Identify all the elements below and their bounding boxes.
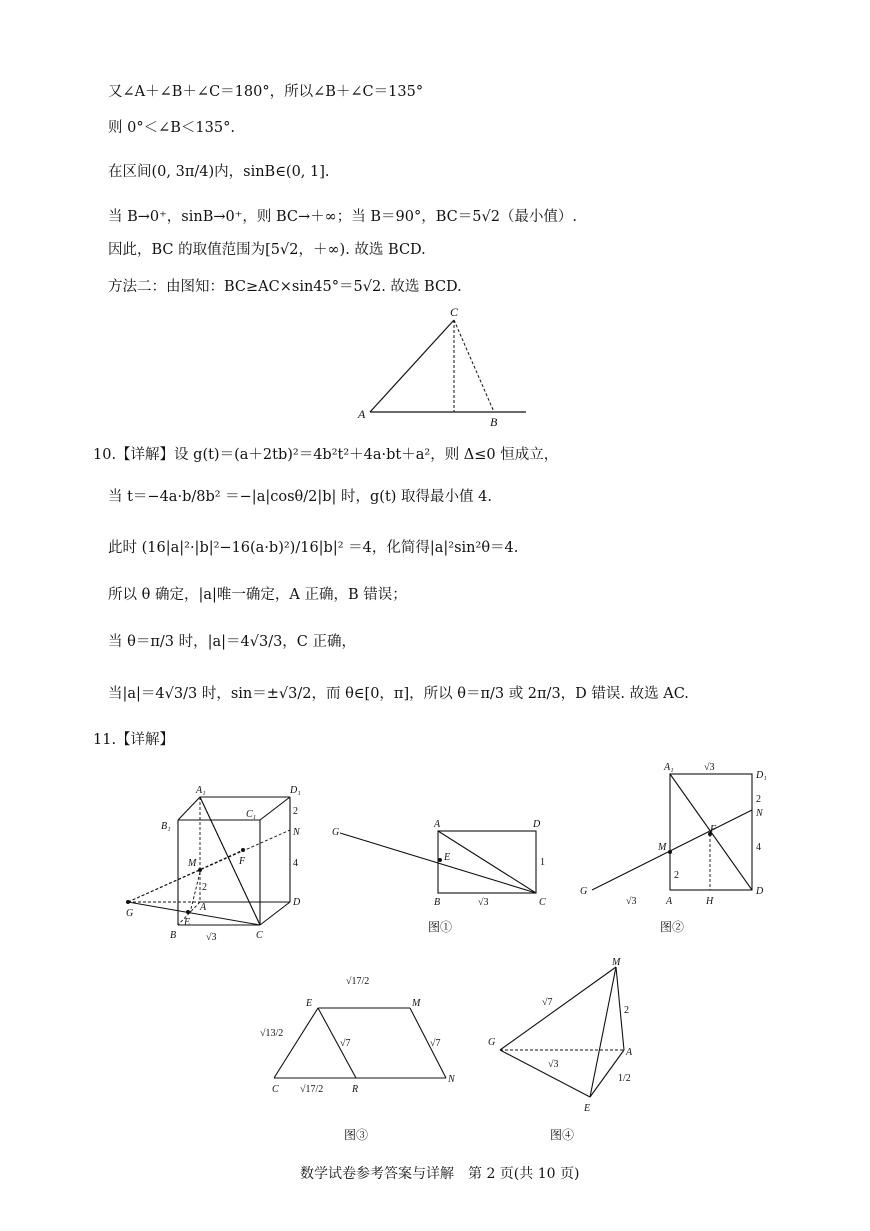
label-f: F bbox=[239, 856, 246, 867]
label-r: R bbox=[352, 1084, 359, 1095]
label-b: B bbox=[490, 415, 498, 429]
label-sqrt7-inner: √7 bbox=[340, 1038, 351, 1049]
label-sqrt3: √3 bbox=[206, 932, 217, 943]
label-a: A bbox=[626, 1047, 633, 1058]
solution-line: 此时 (16|a|²·|b|²−16(a·b)²)/16|b|² ＝4，化简得|a|²sin²θ＝4. bbox=[108, 540, 519, 556]
label-e: E bbox=[584, 1103, 591, 1114]
label-n: N bbox=[756, 808, 763, 819]
label-sqrt17-top: √17/2 bbox=[346, 976, 370, 987]
label-g: G bbox=[332, 827, 340, 838]
figure-2-caption: 图② bbox=[660, 920, 685, 934]
label-sqrt3: √3 bbox=[626, 896, 637, 907]
label-n: N bbox=[448, 1074, 455, 1085]
figure-1-caption: 图① bbox=[428, 920, 453, 934]
label-a1: A₁ bbox=[664, 762, 674, 773]
label-4: 4 bbox=[293, 858, 298, 869]
triangle-figure bbox=[350, 302, 540, 432]
label-e: E bbox=[444, 852, 451, 863]
label-f: F bbox=[710, 824, 717, 835]
figure-4 bbox=[480, 955, 650, 1115]
solution-line: 10.【详解】设 g(t)＝(a＋2tb)²＝4b²t²＋4a·bt＋a²，则 Δ≤0 恒成立， bbox=[93, 447, 559, 463]
solution-line: 所以 θ 确定，|a|唯一确定，A 正确，B 错误； bbox=[108, 587, 407, 603]
label-c: C bbox=[539, 897, 546, 908]
label-m: M bbox=[658, 842, 667, 853]
label-a: A bbox=[434, 819, 441, 830]
solution-line: 方法二：由图知：BC≥AC×sin45°＝5√2. 故选 BCD. bbox=[108, 279, 462, 295]
label-sqrt17-bottom: √17/2 bbox=[300, 1084, 324, 1095]
label-2: 2 bbox=[624, 1005, 629, 1016]
solution-line: 当|a|＝4√3/3 时，sin＝±√3/2，而 θ∈[0，π]，所以 θ＝π/3 或 2π/3，D 错误. 故选 AC. bbox=[108, 686, 689, 702]
solution-line: 在区间(0, 3π/4)内，sinB∈(0, 1]. bbox=[108, 164, 330, 180]
label-e: E bbox=[306, 998, 313, 1009]
solution-line: 11.【详解】 bbox=[93, 732, 175, 748]
label-c1: C₁ bbox=[246, 809, 257, 820]
label-n: N bbox=[293, 827, 300, 838]
label-sqrt7: √7 bbox=[542, 997, 553, 1008]
label-2: 2 bbox=[756, 794, 761, 805]
label-m: M bbox=[188, 858, 197, 869]
figure-1 bbox=[328, 815, 558, 915]
label-sqrt13: √13/2 bbox=[260, 1028, 284, 1039]
label-2-mid: 2 bbox=[202, 882, 207, 893]
label-a: A bbox=[358, 407, 366, 421]
solution-line: 因此，BC 的取值范围为[5√2，＋∞). 故选 BCD. bbox=[108, 242, 426, 258]
label-2-low: 2 bbox=[674, 870, 679, 881]
figure-3-caption: 图③ bbox=[344, 1128, 369, 1142]
label-b: B bbox=[434, 897, 441, 908]
label-d: D bbox=[293, 897, 301, 908]
label-1: 1 bbox=[540, 857, 545, 868]
label-a: A bbox=[200, 902, 207, 913]
label-2-top: 2 bbox=[293, 806, 298, 817]
solution-line: 又∠A＋∠B＋∠C＝180°，所以∠B＋∠C＝135° bbox=[108, 84, 424, 100]
label-a: A bbox=[666, 896, 673, 907]
label-4: 4 bbox=[756, 842, 761, 853]
label-sqrt7-right: √7 bbox=[430, 1038, 441, 1049]
solution-line: 当 θ＝π/3 时，|a|＝4√3/3，C 正确， bbox=[108, 634, 357, 650]
label-b1: B₁ bbox=[161, 821, 171, 832]
label-d: D bbox=[756, 886, 764, 897]
label-d: D bbox=[533, 819, 541, 830]
label-e: E bbox=[184, 917, 191, 928]
figure-3 bbox=[250, 970, 465, 1110]
solution-line: 当 t＝−4a·b/8b² ＝−|a|cosθ/2|b| 时，g(t) 取得最小值 4. bbox=[108, 489, 492, 505]
figure-4-caption: 图④ bbox=[550, 1128, 575, 1142]
label-half: 1/2 bbox=[618, 1073, 631, 1084]
label-g: G bbox=[580, 886, 588, 897]
label-c: C bbox=[450, 305, 459, 319]
label-sqrt3: √3 bbox=[478, 897, 489, 908]
label-sqrt3: √3 bbox=[548, 1059, 559, 1070]
label-h: H bbox=[706, 896, 714, 907]
solution-line: 当 B→0⁺，sinB→0⁺，则 BC→＋∞；当 B＝90°，BC＝5√2（最小值）. bbox=[108, 209, 578, 225]
label-m: M bbox=[412, 998, 421, 1009]
label-m: M bbox=[612, 957, 621, 968]
label-sqrt3-top: √3 bbox=[704, 762, 715, 773]
label-a1: A₁ bbox=[196, 785, 206, 796]
solution-line: 则 0°＜∠B＜135°. bbox=[108, 120, 235, 136]
prism-figure bbox=[118, 780, 318, 945]
page-footer: 数学试卷参考答案与详解 第 2 页(共 10 页) bbox=[300, 1166, 580, 1182]
label-b: B bbox=[170, 930, 177, 941]
figure-2 bbox=[578, 758, 778, 910]
label-d1: D₁ bbox=[290, 785, 301, 796]
label-g: G bbox=[126, 908, 134, 919]
label-g: G bbox=[488, 1037, 496, 1048]
label-c: C bbox=[272, 1084, 279, 1095]
label-c: C bbox=[256, 930, 263, 941]
label-d1: D₁ bbox=[756, 770, 767, 781]
